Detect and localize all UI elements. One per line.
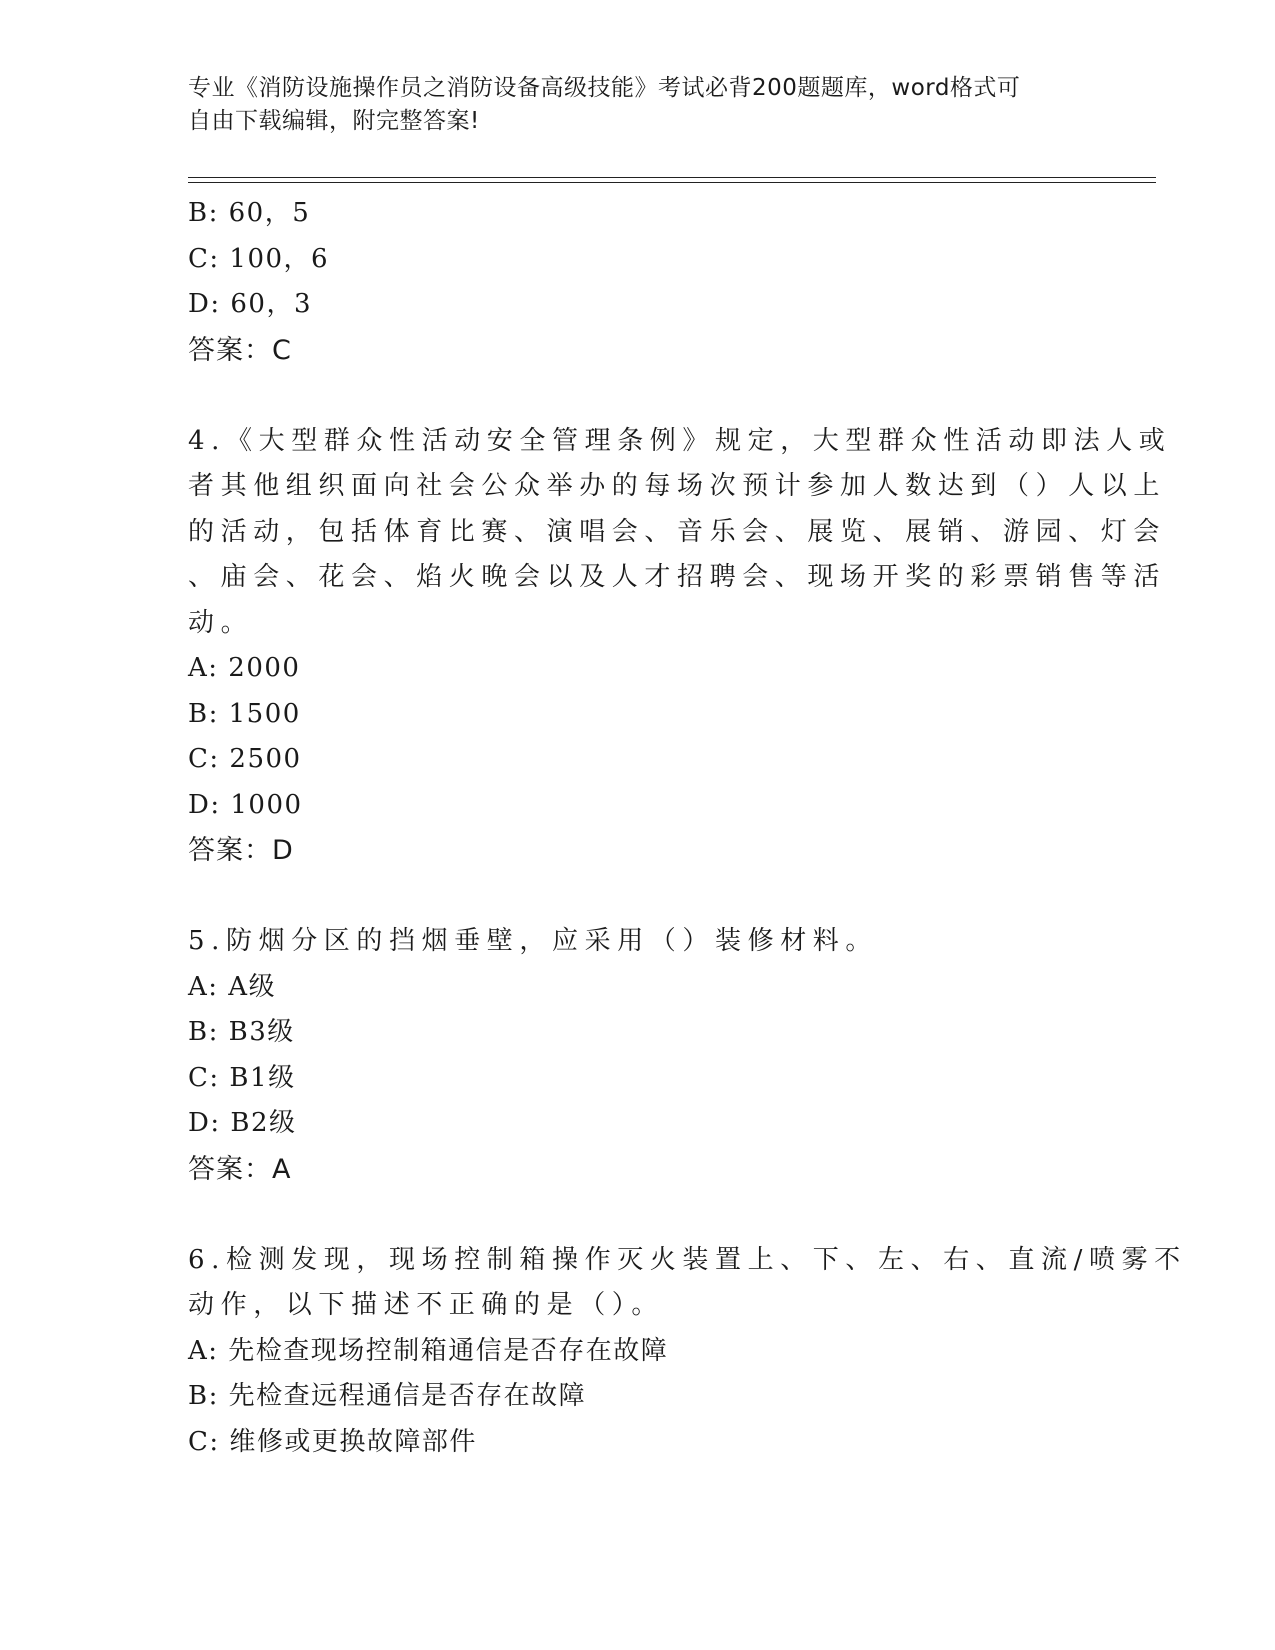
- stem-line: 、庙会、花会、焰火晚会以及人才招聘会、现场开奖的彩票销售等活: [188, 562, 1167, 592]
- question-3-tail: [188, 191, 1088, 373]
- option-b: B: 60，5: [188, 198, 311, 228]
- spacer: [188, 1192, 1088, 1238]
- question-stem: [188, 1238, 1187, 1329]
- option-b: B: 先检查远程通信是否存在故障: [188, 1381, 587, 1411]
- stem-line: 4.《大型群众性活动安全管理条例》规定，大型群众性活动即法人或: [188, 425, 1172, 456]
- stem-line: 5.防烟分区的挡烟垂壁，应采用（）装修材料。: [188, 926, 879, 956]
- page-header: [188, 72, 1068, 138]
- answer-line: 答案：D: [188, 835, 294, 866]
- question-5: [188, 919, 1088, 1192]
- stem-line: 动作，以下描述不正确的是（）。: [188, 1290, 665, 1320]
- answer-line: 答案：A: [188, 1153, 292, 1185]
- header-rule-top: [188, 177, 1156, 178]
- option-c: C: 2500: [188, 744, 302, 774]
- spacer: [188, 373, 1088, 419]
- question-4: [188, 419, 1172, 874]
- answer-line: 答案：C: [188, 334, 292, 366]
- option-d: D: B2级: [188, 1108, 297, 1138]
- header-rule-bottom: [188, 182, 1156, 183]
- option-c: C: 维修或更换故障部件: [188, 1426, 477, 1457]
- stem-line: 者其他组织面向社会公众举办的每场次预计参加人数达到（）人以上: [188, 471, 1167, 501]
- option-c: C: B1级: [188, 1062, 296, 1093]
- question-6: [188, 1238, 1187, 1466]
- spacer: [188, 874, 1088, 920]
- stem-line: 的活动，包括体育比赛、演唱会、音乐会、展览、展销、游园、灯会: [188, 516, 1167, 547]
- header-line-2: 自由下载编辑，附完整答案!: [188, 108, 480, 134]
- header-line-1: 专业《消防设施操作员之消防设备高级技能》考试必背200题题库，word格式可: [188, 75, 1021, 101]
- stem-line: 6.检测发现，现场控制箱操作灭火装置上、下、左、右、直流/喷雾不: [188, 1244, 1187, 1275]
- stem-line: 动。: [188, 607, 254, 638]
- question-stem: [188, 919, 1068, 965]
- option-a: A: A级: [188, 971, 277, 1002]
- option-b: B: 1500: [188, 698, 301, 729]
- option-d: D: 60，3: [188, 289, 312, 319]
- option-a: A: 先检查现场控制箱通信是否存在故障: [188, 1335, 669, 1366]
- option-b: B: B3级: [188, 1017, 295, 1047]
- option-c: C: 100，6: [188, 243, 330, 274]
- option-d: D: 1000: [188, 789, 303, 820]
- question-content: [188, 191, 1187, 1465]
- option-a: A: 2000: [188, 653, 301, 683]
- question-stem: [188, 419, 1172, 647]
